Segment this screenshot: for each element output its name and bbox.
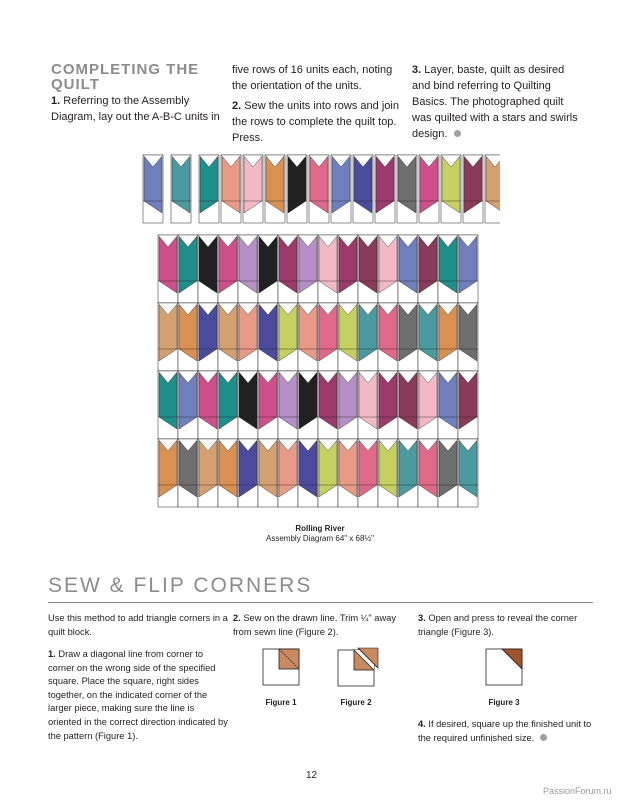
diagram-unit: [218, 303, 238, 371]
figure-3-label: Figure 3: [488, 698, 520, 707]
diagram-unit: [218, 235, 238, 303]
sew-step3-text: Open and press to reveal the corner triangle (Figure 3).: [418, 613, 578, 637]
diagram-unit: [485, 155, 500, 223]
diagram-unit: [358, 371, 378, 439]
diagram-unit: [178, 439, 198, 507]
diagram-unit: [143, 155, 163, 223]
completing-step1: [51, 93, 221, 125]
diagram-unit: [418, 303, 438, 371]
diagram-unit: [243, 155, 263, 223]
sew-step4-text: If desired, square up the finished unit to the required unfinished size.: [418, 719, 592, 743]
step2-number: 2.: [232, 100, 242, 112]
page-number: 12: [306, 770, 318, 781]
completing-step3: [412, 62, 582, 142]
diagram-unit: [378, 371, 398, 439]
sew-step2: [233, 612, 408, 639]
sew-step1: [48, 648, 228, 743]
diagram-unit: [258, 303, 278, 371]
figure-1-drawing: [262, 648, 302, 688]
diagram-unit: [171, 155, 191, 223]
diagram-unit: [198, 371, 218, 439]
diagram-unit: [178, 235, 198, 303]
diagram-unit: [238, 371, 258, 439]
step3-number: 3.: [412, 64, 422, 76]
diagram-caption-title: Rolling River: [295, 524, 345, 533]
diagram-unit: [238, 303, 258, 371]
figure-3-drawing: [485, 648, 525, 688]
diagram-unit: [298, 439, 318, 507]
diagram-unit: [178, 303, 198, 371]
sew-step1-text: Draw a diagonal line from corner to corner on the wrong side of the specified square. Place the square, right sides together, on the indicated corner of the larger piece, making sure the line is oriented in the correct direction indicated by the pattern (Figure 1).: [48, 649, 228, 741]
figure-2-label: Figure 2: [340, 698, 372, 707]
diagram-unit: [418, 235, 438, 303]
completing-title-line1: COMPLETING THE: [51, 61, 200, 78]
diagram-unit: [258, 235, 278, 303]
completing-title: [51, 62, 199, 92]
sew-step2-text: Sew on the drawn line. Trim ¼" away from sewn line (Figure 2).: [233, 613, 396, 637]
step1-continued-text: five rows of 16 units each, noting the orientation of the units.: [232, 64, 393, 92]
diagram-unit: [309, 155, 329, 223]
diagram-unit: [221, 155, 241, 223]
diagram-unit: [218, 371, 238, 439]
diagram-unit: [463, 155, 483, 223]
diagram-unit: [318, 439, 338, 507]
diagram-unit: [298, 235, 318, 303]
diagram-unit: [358, 439, 378, 507]
diagram-unit: [398, 235, 418, 303]
sew-step3: [418, 612, 593, 639]
diagram-unit: [458, 235, 478, 303]
completing-column2: [232, 62, 404, 146]
diagram-unit: [338, 303, 358, 371]
section-divider: [48, 602, 593, 603]
step2-text: Sew the units into rows and join the rows to complete the quilt top. Press.: [232, 100, 399, 144]
diagram-unit: [258, 371, 278, 439]
assembly-diagram: [140, 150, 500, 520]
diagram-unit: [418, 371, 438, 439]
watermark: PassionForum.ru: [543, 786, 612, 796]
figure-2-drawing: [337, 647, 383, 689]
diagram-unit: [398, 371, 418, 439]
diagram-caption-subtitle: Assembly Diagram 64" x 68½": [266, 534, 374, 543]
step1-number: 1.: [51, 95, 61, 107]
diagram-unit: [419, 155, 439, 223]
sew-step3-number: 3.: [418, 613, 426, 623]
sew-end-bullet-icon: [540, 734, 547, 741]
sew-intro: Use this method to add triangle corners in a quilt block.: [48, 613, 228, 637]
diagram-unit: [378, 439, 398, 507]
diagram-unit: [438, 371, 458, 439]
diagram-unit: [338, 439, 358, 507]
diagram-unit: [178, 371, 198, 439]
diagram-unit: [198, 439, 218, 507]
diagram-unit: [375, 155, 395, 223]
diagram-unit: [158, 235, 178, 303]
diagram-unit: [398, 439, 418, 507]
sew-step4-number: 4.: [418, 719, 426, 729]
diagram-unit: [298, 371, 318, 439]
diagram-unit: [458, 439, 478, 507]
diagram-unit: [438, 303, 458, 371]
diagram-unit: [331, 155, 351, 223]
diagram-unit: [358, 303, 378, 371]
sew-step2-number: 2.: [233, 613, 241, 623]
diagram-unit: [278, 303, 298, 371]
figure-1-label: Figure 1: [265, 698, 297, 707]
diagram-unit: [298, 303, 318, 371]
diagram-unit: [198, 235, 218, 303]
diagram-unit: [318, 371, 338, 439]
diagram-unit: [353, 155, 373, 223]
diagram-unit: [438, 439, 458, 507]
diagram-unit: [158, 303, 178, 371]
step3-text: Layer, baste, quilt as desired and bind referring to Quilting Basics. The photographed quilt was quilted with a stars and swirls design.: [412, 64, 578, 140]
diagram-unit: [458, 371, 478, 439]
diagram-unit: [458, 303, 478, 371]
diagram-unit: [198, 303, 218, 371]
diagram-unit: [418, 439, 438, 507]
diagram-unit: [441, 155, 461, 223]
diagram-unit: [378, 235, 398, 303]
diagram-unit: [398, 303, 418, 371]
end-bullet-icon: [454, 130, 461, 137]
sew-step1-number: 1.: [48, 649, 56, 659]
diagram-unit: [318, 235, 338, 303]
diagram-unit: [158, 439, 178, 507]
completing-title-line2: QUILT: [51, 76, 100, 93]
diagram-unit: [397, 155, 417, 223]
diagram-unit: [318, 303, 338, 371]
diagram-unit: [438, 235, 458, 303]
diagram-unit: [199, 155, 219, 223]
completing-step2: [232, 98, 404, 146]
step1-text: Referring to the Assembly Diagram, lay out the A-B-C units in: [51, 95, 220, 123]
sew-step4: [418, 718, 593, 745]
diagram-unit: [338, 371, 358, 439]
diagram-unit: [238, 439, 258, 507]
diagram-unit: [278, 371, 298, 439]
diagram-unit: [278, 439, 298, 507]
diagram-unit: [258, 439, 278, 507]
diagram-unit: [218, 439, 238, 507]
diagram-unit: [338, 235, 358, 303]
diagram-unit: [358, 235, 378, 303]
diagram-unit: [378, 303, 398, 371]
diagram-unit: [158, 371, 178, 439]
diagram-unit: [265, 155, 285, 223]
diagram-unit: [287, 155, 307, 223]
sew-flip-title: SEW & FLIP CORNERS: [48, 574, 313, 597]
diagram-unit: [278, 235, 298, 303]
diagram-unit: [238, 235, 258, 303]
